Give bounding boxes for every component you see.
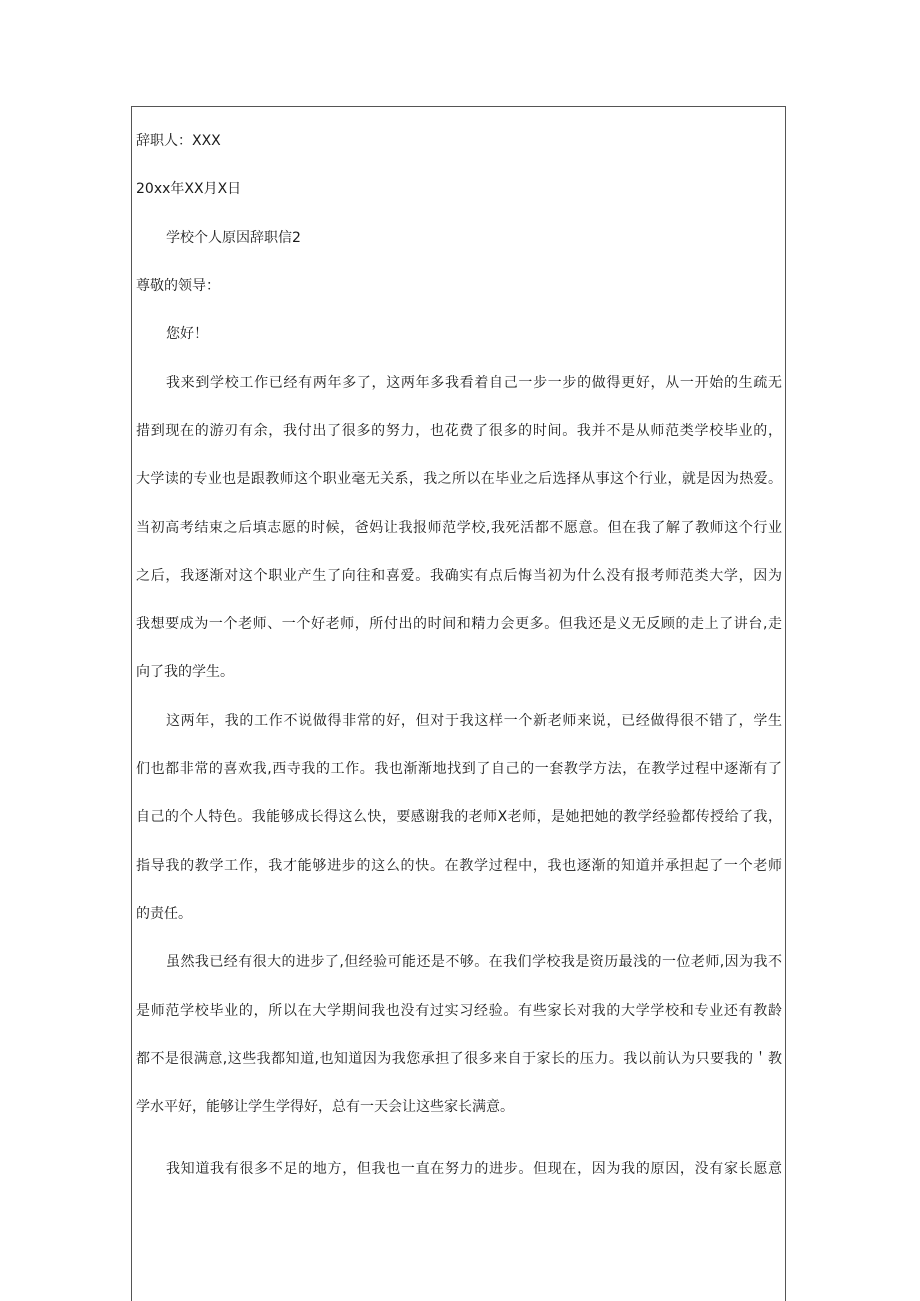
salutation: 尊敬的领导： [136, 278, 220, 294]
paragraph-3-line: 都不是很满意,这些我都知道,也知道因为我您承担了很多来自于家长的压力。我以前认为只要我的＇教 [136, 1051, 782, 1067]
date: 20xx年XX月X日 [136, 181, 242, 197]
paragraph-2-line: 的责任。 [136, 906, 192, 922]
page-frame [131, 106, 786, 1301]
paragraph-1-line: 我来到学校工作已经有两年多了，这两年多我看着自己一步一步的做得更好，从一开始的生疏无 [166, 375, 782, 391]
greeting: 您好！ [166, 326, 208, 342]
paragraph-2-line: 们也都非常的喜欢我,西寺我的工作。我也渐渐地找到了自己的一套教学方法，在教学过程中逐渐有了 [136, 761, 782, 777]
paragraph-4-line: 我知道我有很多不足的地方，但我也一直在努力的进步。但现在，因为我的原因，没有家长愿意 [166, 1161, 782, 1177]
paragraph-1-line: 向了我的学生。 [136, 664, 234, 680]
signature: 辞职人：XXX [136, 133, 221, 149]
letter-title: 学校个人原因辞职信2 [166, 230, 301, 246]
paragraph-1-line: 措到现在的游刃有余，我付出了很多的努力，也花费了很多的时间。我并不是从师范类学校毕业的， [136, 423, 782, 439]
paragraph-2-line: 自己的个人特色。我能够成长得这么快，要感谢我的老师X老师，是她把她的教学经验都传授给了我， [136, 809, 782, 825]
paragraph-1-line: 当初高考结束之后填志愿的时候，爸妈让我报师范学校,我死活都不愿意。但在我了解了教师这个行业 [136, 520, 782, 536]
paragraph-1-line: 我想要成为一个老师、一个好老师，所付出的时间和精力会更多。但我还是义无反顾的走上了讲台,走 [136, 616, 782, 632]
paragraph-1-line: 之后，我逐渐对这个职业产生了向往和喜爱。我确实有点后悔当初为什么没有报考师范类大学，因为 [136, 568, 782, 584]
paragraph-3-line: 学水平好，能够让学生学得好，总有一天会让这些家长满意。 [136, 1099, 514, 1115]
paragraph-3-line: 是师范学校毕业的，所以在大学期间我也没有过实习经验。有些家长对我的大学学校和专业还有教龄 [136, 1003, 782, 1019]
paragraph-2-line: 指导我的教学工作，我才能够进步的这么的快。在教学过程中，我也逐渐的知道并承担起了一个老师 [136, 858, 782, 874]
paragraph-2-line: 这两年，我的工作不说做得非常的好，但对于我这样一个新老师来说，已经做得很不错了，学生 [166, 713, 782, 729]
paragraph-3-line: 虽然我已经有很大的进步了,但经验可能还是不够。在我们学校我是资历最浅的一位老师,因为我不 [166, 954, 782, 970]
paragraph-1-line: 大学读的专业也是跟教师这个职业毫无关系，我之所以在毕业之后选择从事这个行业，就是因为热爱。 [136, 471, 782, 487]
